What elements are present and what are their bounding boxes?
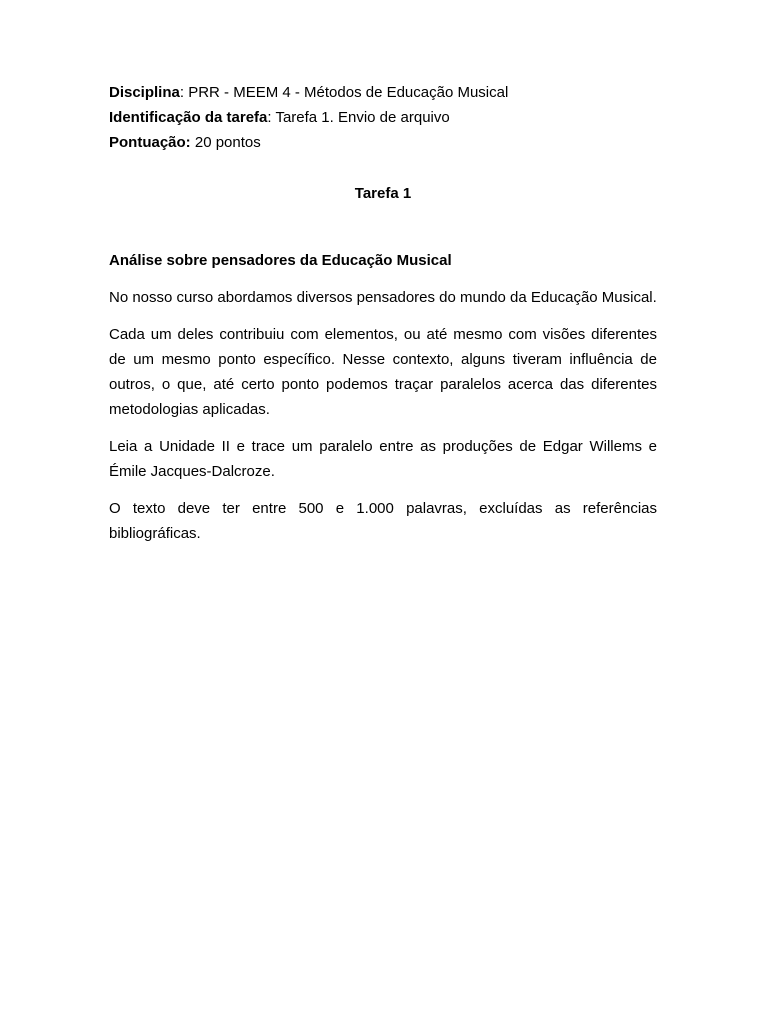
task-id-label: Identificação da tarefa <box>109 109 268 126</box>
score-label: Pontuação: <box>109 134 191 151</box>
document-body <box>109 80 657 546</box>
paragraph: Cada um deles contribuiu com elementos, ou até mesmo com visões diferentes de um mesmo ponto específico. Nesse contexto, alguns tiveram influência de outros, o que, até certo ponto podemos traçar paralelos acerca das diferentes metodologias aplicadas. <box>109 326 657 418</box>
discipline-line <box>109 80 657 105</box>
score-line <box>109 130 657 155</box>
task-title: Tarefa 1 <box>354 185 412 202</box>
paragraph: Leia a Unidade II e trace um paralelo entre as produções de Edgar Willems e Émile Jacques-Dalcroze. <box>109 438 657 480</box>
score-value: 20 pontos <box>190 134 261 151</box>
discipline-value: : PRR - MEEM 4 - Métodos de Educação Musical <box>179 84 509 101</box>
section-heading: Análise sobre pensadores da Educação Musical <box>109 252 452 269</box>
discipline-label: Disciplina <box>109 84 180 101</box>
paragraph: No nosso curso abordamos diversos pensadores do mundo da Educação Musical. <box>109 289 657 306</box>
task-id-line <box>109 105 657 130</box>
paragraph: O texto deve ter entre 500 e 1.000 palavras, excluídas as referências bibliográficas. <box>109 500 657 542</box>
task-id-value: : Tarefa 1. Envio de arquivo <box>267 109 450 126</box>
